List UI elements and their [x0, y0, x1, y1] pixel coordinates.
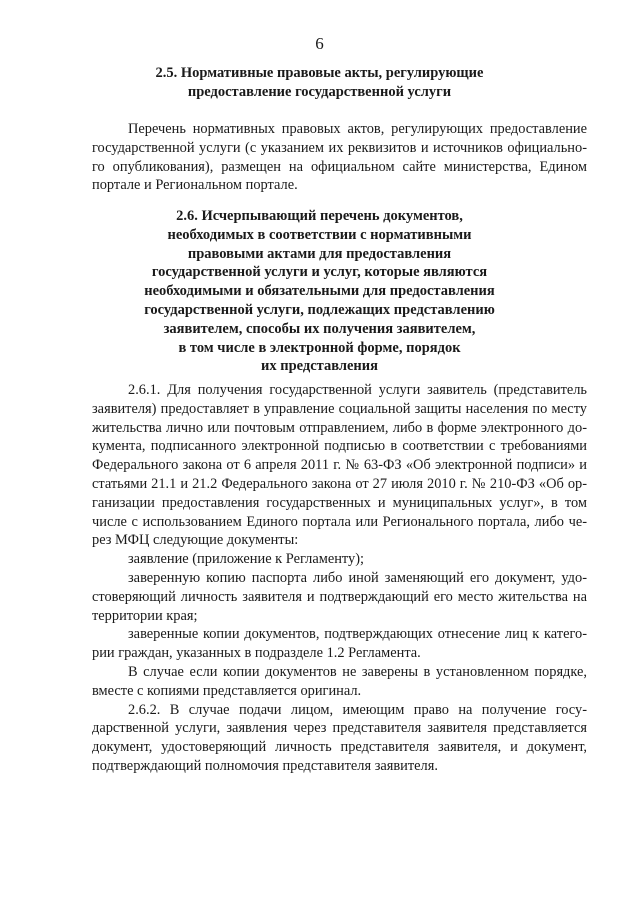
paragraph-2-6-2	[92, 701, 587, 776]
list-item-application: заявление (приложение к Регламенту);	[128, 551, 364, 568]
paragraph-line: рез МФЦ следующие документы:	[92, 532, 299, 549]
paragraph-line: рии граждан, указанных в подразделе 1.2 Регламента.	[92, 645, 421, 662]
paragraph-line: вместе с копиями представляется оригинал.	[92, 682, 362, 699]
paragraph-line: государственной услуги (с указанием их реквизитов и источников официально-	[92, 139, 587, 156]
paragraph-line: заявителя) предоставляет в управление социальной защиты населения по месту	[92, 400, 587, 417]
heading-line: их представления	[261, 358, 378, 375]
paragraph-2-6-1	[92, 381, 587, 550]
heading-line: 2.5. Нормативные правовые акты, регулирующие	[155, 65, 484, 81]
section-2-6-body	[92, 381, 587, 776]
paragraph-line: Перечень нормативных правовых актов, регулирующих предоставление	[128, 121, 587, 137]
heading-line: в том числе в электронной форме, порядок	[178, 339, 461, 356]
paragraph-line: статьями 21.1 и 21.2 Федерального закона от 27 июля 2010 г. № 210-ФЗ «Об ор-	[92, 475, 587, 492]
heading-line: необходимыми и обязательными для предоставления	[144, 283, 495, 300]
paragraph-line: го опубликования), размещен на официальном сайте министерства, Едином	[92, 158, 587, 175]
paragraph-line: документ, удостоверяющий личность представителя заявителя, и документ,	[92, 739, 587, 756]
paragraph-line: жительства лично или почтовым отправлением, либо в форме электронного до-	[92, 419, 587, 436]
paragraph-line: 2.6.2. В случае подачи лицом, имеющим право на получение госу-	[128, 701, 587, 718]
heading-line: необходимых в соответствии с нормативными	[167, 226, 472, 243]
paragraph-line: территории края;	[92, 607, 198, 624]
section-2-5-paragraph	[92, 120, 587, 195]
paragraph-line: кумента, подписанного электронной подписью в соответствии с требованиями	[92, 438, 587, 455]
heading-line: государственной услуги и услуг, которые являются	[151, 264, 488, 281]
paragraph-line: Федерального закона от 6 апреля 2011 г. № 63-ФЗ «Об электронной подписи» и	[92, 457, 587, 474]
paragraph-line: 2.6.1. Для получения государственной услуги заявитель (представитель	[128, 382, 587, 398]
heading-line: государственной услуги, подлежащих представлению	[144, 301, 495, 318]
heading-line: предоставление государственной услуги	[187, 83, 452, 100]
list-item-passport	[92, 569, 587, 625]
paragraph-line: заверенную копию паспорта либо иной заменяющий его документ, удо-	[128, 569, 587, 586]
paragraph-line: В случае если копии документов не заверены в установленном порядке,	[128, 663, 587, 680]
paragraph-line: ганизации предоставления государственных и муниципальных услуг», в том	[92, 494, 587, 511]
note-originals	[92, 663, 587, 701]
page-number: 6	[315, 34, 324, 53]
paragraph-line: числе с использованием Единого портала или Регионального портала, либо че-	[92, 513, 587, 530]
section-2-6-heading	[0, 207, 639, 376]
paragraph-line: портале и Региональном портале.	[92, 177, 298, 194]
paragraph-line: стоверяющий личность заявителя и подтверждающий его место жительства на	[92, 588, 587, 605]
heading-line: правовыми актами для предоставления	[187, 245, 452, 262]
paragraph-line: подтверждающий полномочия представителя заявителя.	[92, 757, 438, 774]
list-item-category-docs	[92, 625, 587, 663]
paragraph-line: дарственной услуги, заявления через представителя заявителя представляется	[92, 720, 587, 737]
heading-line: заявителем, способы их получения заявителем,	[163, 320, 476, 337]
heading-line: 2.6. Исчерпывающий перечень документов,	[176, 208, 463, 224]
section-2-5-heading	[0, 64, 639, 102]
paragraph-line: заверенные копии документов, подтверждающих отнесение лиц к катего-	[128, 626, 587, 643]
